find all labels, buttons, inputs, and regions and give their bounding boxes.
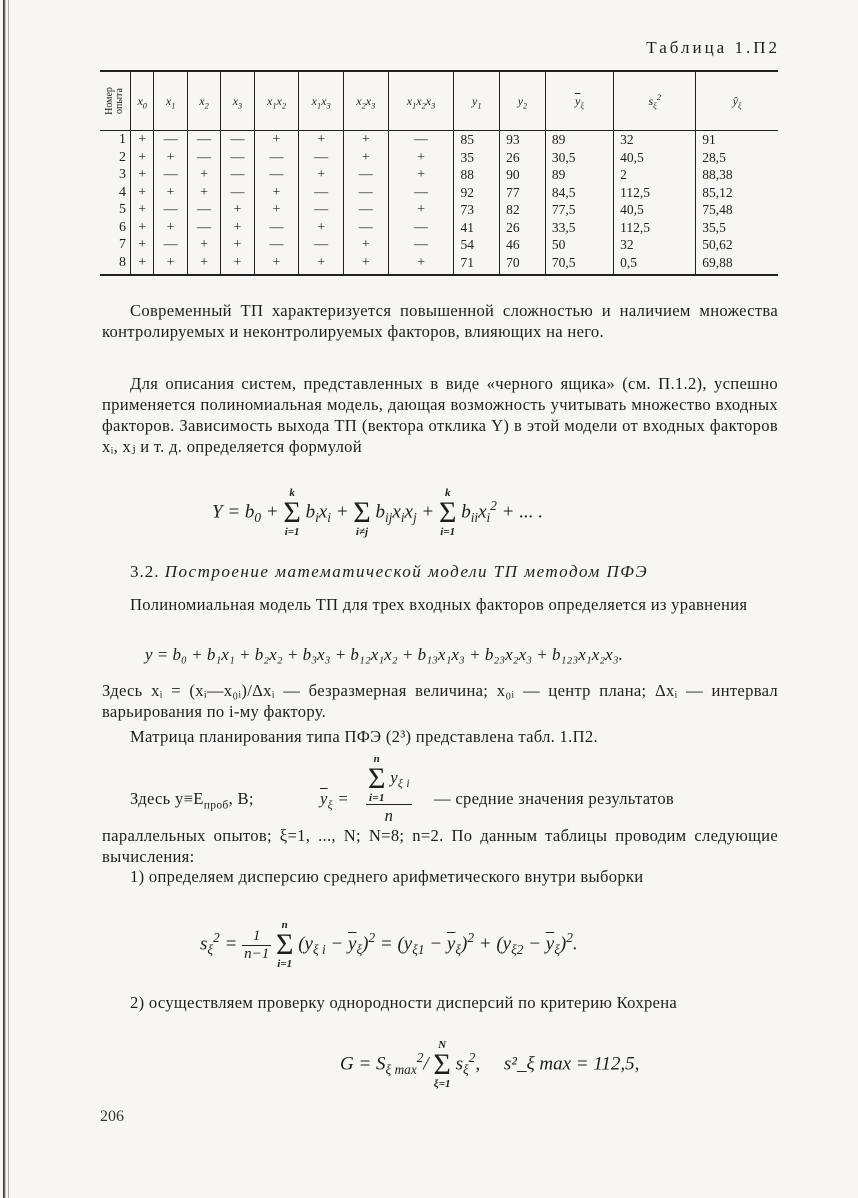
- formula-general-polynomial: $Y = b_0$ + k Σ i=1 $b_ix_i$ + Σ i≠j $b_{ij}x_ix_j$ + k Σ i=1 $b_{ii}x_i^2$ + ... .: [212, 487, 543, 538]
- table-cell: 2: [614, 166, 696, 184]
- paragraph-step-2: 2) осуществляем проверку однородности дисперсий по критерию Кохрена: [130, 993, 678, 1012]
- paragraph-matrix-reference: Матрица планирования типа ПФЭ (2³) представлена табл. 1.П2.: [130, 727, 598, 746]
- section-heading: [130, 562, 648, 582]
- table-cell: —: [154, 201, 187, 219]
- table-cell: +: [154, 184, 187, 202]
- table-cell: +: [187, 254, 220, 275]
- header-x1x2: $x_1x_2$: [254, 71, 299, 131]
- table-row: [100, 236, 778, 254]
- paragraph-mean-definition: Здесь $y\equiv E_{проб}$, В; $\overline{y}_\xi$ = n Σ i=1 $y_{\xi i}$ n — средние значения результатов: [130, 753, 675, 825]
- table-cell-row-number: 1: [119, 132, 126, 147]
- header-variance: $s_\xi^2$: [614, 71, 696, 131]
- table-cell: 35,5: [696, 219, 778, 237]
- table-cell: —: [388, 236, 454, 254]
- paragraph-polynomial-model: Для описания систем, представленных в виде «черного ящика» (см. П.1.2), успешно применяется полиномиальная модель, дающая возможность учитывать множество входных факторов. Зависимость выхода ТП (вектора отклика Y) в этой модели от входных факторов xᵢ, xⱼ и т. д. определяется формулой: [102, 374, 778, 456]
- table-cell: +: [221, 219, 254, 237]
- paragraph-intro: Современный ТП характеризуется повышенной сложностью и наличием множества контролируемых и неконтролируемых факторов, влияющих на него.: [102, 301, 778, 341]
- table-row: [100, 184, 778, 202]
- experiment-table-container: [100, 70, 778, 276]
- table-cell: +: [254, 254, 299, 275]
- table-row: [100, 219, 778, 237]
- table-body: [100, 131, 778, 275]
- header-y1: $y_1$: [454, 71, 500, 131]
- table-cell: +: [131, 236, 154, 254]
- table-cell: +: [131, 149, 154, 167]
- table-cell: +: [343, 254, 388, 275]
- table-cell: 85,12: [696, 184, 778, 202]
- table-cell: —: [187, 201, 220, 219]
- formula-three-factor-equation: y = b₀ + b₁x₁ + b₂x₂ + b₃x₃ + b₁₂x₁x₂ + b₁₃x₁x₃ + b₂₃x₂x₃ + b₁₂₃x₁x₂x₃.: [145, 645, 623, 664]
- formula-cochran-max: s²_ξ max = 112,5,: [503, 1053, 640, 1075]
- table-caption: Таблица 1.П2: [646, 38, 780, 57]
- table-row: [100, 254, 778, 275]
- table-cell: —: [299, 149, 344, 167]
- table-cell: 112,5: [614, 219, 696, 237]
- header-experiment-number: Номер опыта: [100, 71, 131, 131]
- table-cell: 35: [454, 149, 500, 167]
- page-number: 206: [100, 1108, 124, 1125]
- table-cell: +: [221, 201, 254, 219]
- header-y-mean: $\overline{y}_\xi$: [545, 71, 613, 131]
- table-cell: 33,5: [545, 219, 613, 237]
- table-cell: —: [187, 149, 220, 167]
- table-cell: —: [254, 149, 299, 167]
- table-row: [100, 201, 778, 219]
- table-header-row: [100, 71, 778, 131]
- table-cell: +: [131, 184, 154, 202]
- section-number: 3.2.: [130, 562, 160, 581]
- table-cell: +: [343, 131, 388, 149]
- table-cell: +: [388, 149, 454, 167]
- table-row: [100, 149, 778, 167]
- page-binding-edge: [3, 0, 6, 1198]
- page-binding-shadow: [8, 0, 9, 1198]
- table-cell: 30,5: [545, 149, 613, 167]
- header-x1x3: $x_1x_3$: [299, 71, 344, 131]
- table-cell: +: [388, 201, 454, 219]
- table-cell: —: [388, 219, 454, 237]
- table-cell-row-number: 5: [119, 202, 126, 217]
- table-cell: —: [221, 131, 254, 149]
- table-cell: —: [388, 184, 454, 202]
- table-cell: 50: [545, 236, 613, 254]
- table-cell: 40,5: [614, 149, 696, 167]
- table-cell: 26: [500, 149, 546, 167]
- table-cell: —: [254, 219, 299, 237]
- formula-variance: $s_\xi^2$ = $\frac{1}{n-1}$ n Σ i=1 $(y_{\xi i} - \overline{y}_\xi)^2 = (y_{\xi 1} - \overline{y}_\xi)^2 + (y_{\xi 2} - \overline{y}_\xi)^2$.: [200, 919, 578, 970]
- table-row: [100, 131, 778, 149]
- table-cell: 88,38: [696, 166, 778, 184]
- table-cell: +: [187, 236, 220, 254]
- table-cell: —: [343, 166, 388, 184]
- table-cell: —: [187, 131, 220, 149]
- table-cell: 82: [500, 201, 546, 219]
- table-cell: +: [187, 184, 220, 202]
- table-cell: 91: [696, 131, 778, 149]
- table-cell: +: [154, 219, 187, 237]
- formula-cochran: $G = S_{\xi max}^2/$ N Σ ξ=1 $s_\xi^2$, s²_ξ max = 112,5,: [340, 1039, 640, 1090]
- table-cell: 77: [500, 184, 546, 202]
- table-cell: —: [343, 219, 388, 237]
- table-cell: —: [388, 131, 454, 149]
- table-cell: 75,48: [696, 201, 778, 219]
- header-x2: $x_2$: [187, 71, 220, 131]
- table-cell: 92: [454, 184, 500, 202]
- table-cell: +: [131, 201, 154, 219]
- table-cell-row-number: 6: [119, 219, 126, 235]
- table-cell: +: [221, 236, 254, 254]
- paragraph-variable-definitions: Здесь xᵢ = (xᵢ—x₀ᵢ)/Δxᵢ — безразмерная величина; x₀ᵢ — центр плана; Δxᵢ — интервал варьирования по i-му фактору.: [102, 681, 778, 721]
- table-cell: +: [299, 131, 344, 149]
- table-cell: —: [154, 131, 187, 149]
- header-x3: $x_3$: [221, 71, 254, 131]
- table-cell: 41: [454, 219, 500, 237]
- table-cell: —: [299, 236, 344, 254]
- table-cell: 40,5: [614, 201, 696, 219]
- header-x2x3: $x_2x_3$: [343, 71, 388, 131]
- table-cell: 32: [614, 236, 696, 254]
- table-cell: 46: [500, 236, 546, 254]
- table-cell: +: [299, 219, 344, 237]
- table-cell: +: [388, 166, 454, 184]
- table-cell: +: [254, 131, 299, 149]
- table-cell: +: [388, 254, 454, 275]
- table-cell: —: [221, 184, 254, 202]
- table-cell: —: [187, 219, 220, 237]
- table-cell: —: [221, 149, 254, 167]
- table-cell: 90: [500, 166, 546, 184]
- table-cell: —: [154, 236, 187, 254]
- paragraph-step-1: 1) определяем дисперсию среднего арифметического внутри выборки: [130, 867, 644, 886]
- table-cell: +: [131, 166, 154, 184]
- table-cell: 26: [500, 219, 546, 237]
- table-cell: +: [343, 236, 388, 254]
- header-x1x2x3: $x_1x_2x_3$: [388, 71, 454, 131]
- table-cell: +: [154, 149, 187, 167]
- table-cell: —: [154, 166, 187, 184]
- table-cell: 70: [500, 254, 546, 275]
- table-cell: +: [131, 219, 154, 237]
- table-row: [100, 166, 778, 184]
- table-cell: 77,5: [545, 201, 613, 219]
- table-cell: 89: [545, 166, 613, 184]
- table-cell-row-number: 3: [119, 167, 126, 182]
- table-cell: 93: [500, 131, 546, 149]
- table-cell-row-number: 7: [119, 237, 126, 252]
- table-cell: +: [187, 166, 220, 184]
- header-y-hat: $ŷ_\xi$: [696, 71, 778, 131]
- table-cell: 73: [454, 201, 500, 219]
- table-cell: 69,88: [696, 254, 778, 275]
- table-cell: 50,62: [696, 236, 778, 254]
- table-cell: —: [299, 184, 344, 202]
- table-cell: 71: [454, 254, 500, 275]
- table-cell: 112,5: [614, 184, 696, 202]
- experiment-matrix-table: [100, 70, 778, 276]
- table-cell: 54: [454, 236, 500, 254]
- table-cell: +: [131, 254, 154, 275]
- table-cell: —: [343, 184, 388, 202]
- table-cell-row-number: 8: [100, 254, 131, 275]
- header-x1: $x_1$: [154, 71, 187, 131]
- paragraph-three-factor-model: Полиномиальная модель ТП для трех входных факторов определяется из уравнения: [130, 595, 748, 614]
- table-cell: +: [254, 184, 299, 202]
- table-cell-row-number: 2: [119, 149, 126, 165]
- table-cell: +: [221, 254, 254, 275]
- header-y2: $y_2$: [500, 71, 546, 131]
- table-cell: +: [131, 131, 154, 149]
- table-cell: 84,5: [545, 184, 613, 202]
- table-cell: 28,5: [696, 149, 778, 167]
- table-cell: +: [299, 166, 344, 184]
- table-cell: —: [254, 236, 299, 254]
- table-cell: 89: [545, 131, 613, 149]
- table-cell: +: [343, 149, 388, 167]
- table-cell: 0,5: [614, 254, 696, 275]
- table-cell: 88: [454, 166, 500, 184]
- table-cell: —: [221, 166, 254, 184]
- header-x0: $x_0$: [131, 71, 154, 131]
- paragraph-parallel-experiments: параллельных опытов; ξ=1, ..., N; N=8; n=2. По данным таблицы проводим следующие вычисления:: [102, 826, 778, 866]
- table-cell-row-number: 4: [119, 184, 126, 200]
- table-cell: 85: [454, 131, 500, 149]
- table-cell: 32: [614, 131, 696, 149]
- table-cell: —: [343, 201, 388, 219]
- table-cell: 70,5: [545, 254, 613, 275]
- table-cell: +: [254, 201, 299, 219]
- section-title: Построение математической модели ТП методом ПФЭ: [164, 562, 649, 581]
- table-cell: +: [299, 254, 344, 275]
- table-cell: +: [154, 254, 187, 275]
- table-cell: —: [254, 166, 299, 184]
- table-cell: —: [299, 201, 344, 219]
